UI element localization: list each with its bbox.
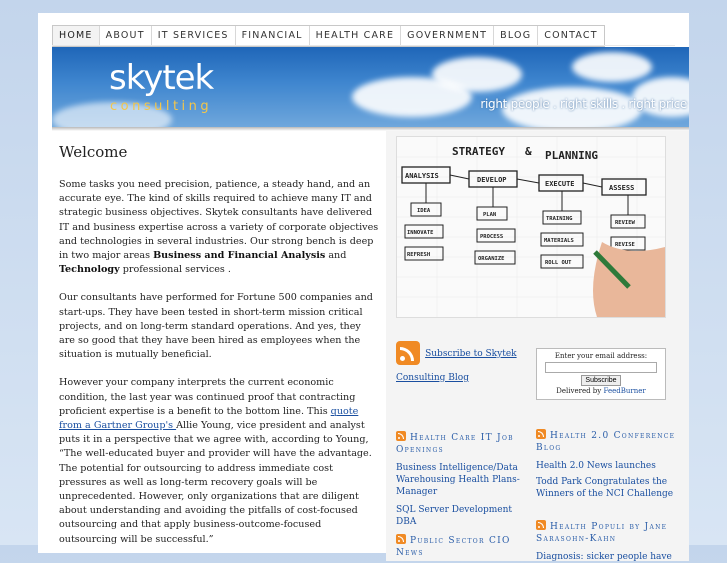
nav-financial[interactable]: FINANCIAL: [236, 26, 310, 46]
feedburner-link[interactable]: FeedBurner: [603, 387, 646, 395]
email-label: Enter your email address:: [554, 352, 648, 360]
nav-government[interactable]: GOVERNMENT: [401, 26, 494, 46]
economy-quote: Allie Young, vice president and analyst puts it in a perspective that we agree with, according to Young, “The well-educated buyer and provider will have the advantage. The potential for outsourcing to address immediate cost pressures as well as long-term recovery goals will be unprecedented. However, only organizations that are diligent about understanding and avoiding the pitfalls of cost-focused outsourcing and that apply business-outcome-focused outsourcing will be successful.”: [59, 420, 372, 545]
diagram-revise: REVISE: [615, 242, 635, 248]
feed-title[interactable]: [536, 520, 676, 545]
diagram-organize: ORGANIZE: [478, 256, 505, 262]
feed-health-care-it-jobs: [396, 431, 526, 528]
header-banner: [52, 47, 689, 127]
feedburner-subscribe-form: [536, 348, 666, 400]
cloud-shape: [572, 52, 652, 82]
feed-item[interactable]: Diagnosis: sicker people have: [536, 552, 672, 562]
consultants-paragraph: Our consultants have performed for Fortune 500 companies and start-ups. They have been tested in short-term mission critical projects, and on long-term standard operations. And yes, they are so good that they have been hired as employees when the situation is mutually beneficial.: [59, 292, 373, 361]
feed-title-text[interactable]: Public Sector CIO News: [396, 536, 511, 558]
intro-paragraph: [59, 178, 379, 277]
delivered-by-text: Delivered by: [556, 387, 604, 395]
feed-title[interactable]: [396, 431, 526, 456]
nav-contact[interactable]: CONTACT: [544, 30, 598, 41]
intro-end: professional services .: [119, 264, 231, 276]
feed-health-populi: [536, 520, 676, 563]
feed-item[interactable]: SQL Server Development DBA: [396, 505, 513, 527]
economy-text: However your company interprets the current economic condition, the last year was continued proof that contracting proficient expertise is a benefit to the bottom line. This: [59, 377, 356, 417]
right-sidebar: [386, 131, 689, 561]
page-title: Welcome: [59, 143, 128, 161]
diagram-innovate: INNOVATE: [407, 230, 434, 236]
feed-title[interactable]: [396, 534, 526, 559]
diagram-idea: IDEA: [417, 208, 431, 214]
feed-title-text[interactable]: Health Populi by Jane Sarasohn-Kahn: [536, 522, 668, 544]
rss-icon[interactable]: [536, 520, 546, 530]
rss-icon[interactable]: [536, 429, 546, 439]
main-content: [59, 143, 379, 561]
intro-and: and: [325, 250, 347, 262]
feed-title-text[interactable]: Health 2.0 Conference Blog: [536, 431, 676, 453]
rss-icon[interactable]: [396, 431, 406, 441]
intro-bold-business: Business and Financial Analysis: [153, 250, 326, 262]
feed-health-2-conference: [536, 429, 676, 500]
email-input[interactable]: [545, 362, 657, 373]
diagram-roll-out: ROLL OUT: [545, 260, 572, 266]
intro-text: Some tasks you need precision, patience, a steady hand, and an accurate eye. The kind of skills required to achieve many IT and strategic business objectives. Skytek consultants have delivered IT and business expertise across a variety of corporate objectives and technologies in several industries. Our strong bench is deep in two major areas: [59, 179, 379, 262]
feed-title-text[interactable]: Health Care IT Job Openings: [396, 433, 514, 455]
rss-feed-icon[interactable]: [396, 341, 420, 365]
banner-tagline: right people . right skills . right price: [480, 97, 687, 111]
feed-item[interactable]: Business Intelligence/Data Warehousing Health Plans- Manager: [396, 463, 520, 497]
page-container: [38, 13, 689, 562]
nav-blog[interactable]: BLOG: [494, 26, 538, 46]
nav-about[interactable]: ABOUT: [100, 26, 152, 46]
diagram-assess: ASSESS: [609, 184, 635, 192]
feed-item[interactable]: Health 2.0 News launches: [536, 461, 656, 471]
diagram-analysis: ANALYSIS: [405, 172, 439, 180]
subscribe-block: [396, 341, 521, 385]
subscribe-button[interactable]: Subscribe: [581, 375, 620, 386]
subscribe-blog-link[interactable]: Subscribe to Skytek Consulting Blog: [396, 349, 517, 383]
diagram-title-strategy: STRATEGY: [452, 145, 505, 158]
diagram-develop: DEVELOP: [477, 176, 507, 184]
diagram-plan: PLAN: [483, 212, 497, 218]
feed-item[interactable]: Todd Park Congratulates the Winners of the NCI Challenge: [536, 477, 674, 499]
diagram-process: PROCESS: [480, 234, 504, 240]
diagram-review: REVIEW: [615, 220, 635, 226]
intro-bold-technology: Technology: [59, 264, 120, 276]
delivered-by: [537, 387, 665, 395]
logo-text[interactable]: skytek: [109, 58, 214, 98]
nav-home[interactable]: HOME: [53, 26, 100, 46]
rss-icon[interactable]: [396, 534, 406, 544]
diagram-execute: EXECUTE: [545, 180, 575, 188]
svg-text:&: &: [525, 145, 532, 158]
nav-it-services[interactable]: IT SERVICES: [152, 26, 236, 46]
diagram-training: TRAINING: [546, 216, 573, 222]
feed-public-sector-cio: [396, 534, 526, 559]
strategy-planning-image: [396, 136, 666, 318]
strategy-diagram: [397, 137, 665, 317]
diagram-refresh: REFRESH: [407, 252, 431, 258]
diagram-materials: MATERIALS: [544, 238, 574, 244]
logo-subtext: consulting: [110, 99, 213, 114]
nav-health-care[interactable]: HEALTH CARE: [310, 26, 402, 46]
nav-divider: [52, 45, 675, 46]
economy-paragraph: [59, 376, 379, 546]
hand-shape: [593, 242, 665, 317]
gartner-quote-link[interactable]: quote from a Gartner Group's: [59, 405, 359, 432]
cloud-shape: [432, 57, 522, 92]
diagram-title-planning: PLANNING: [545, 149, 598, 162]
main-nav: [52, 25, 605, 47]
feed-title[interactable]: [536, 429, 676, 454]
